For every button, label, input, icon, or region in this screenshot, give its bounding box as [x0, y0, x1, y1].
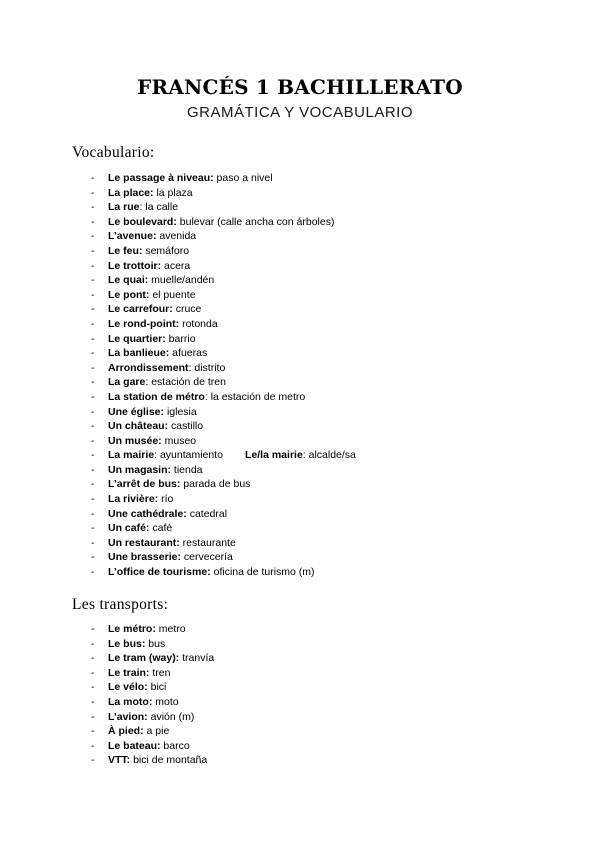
- spanish-meaning: catedral: [186, 507, 228, 520]
- list-entry: [108, 375, 226, 390]
- french-term: Un magasin:: [108, 463, 172, 476]
- french-term: Le passage à niveau:: [108, 172, 214, 184]
- french-term: La place:: [108, 186, 154, 199]
- french-term: Le rond-point:: [108, 317, 180, 330]
- spanish-meaning: semáforo: [142, 244, 190, 257]
- list-entry: [108, 259, 190, 274]
- section-heading-vocabulario: Vocabulario:: [72, 144, 155, 161]
- term-separator: :: [154, 449, 158, 462]
- spanish-meaning: alcalde/sa: [305, 449, 356, 462]
- list-entry: [108, 507, 227, 522]
- list-entry: [108, 244, 189, 259]
- french-term: L’arrêt de bus:: [108, 478, 181, 491]
- bullet-dash: -: [91, 244, 95, 257]
- list-entry: [108, 200, 178, 215]
- list-entry: [108, 434, 196, 449]
- bullet-dash: -: [91, 725, 95, 738]
- french-term: Le train:: [108, 666, 150, 679]
- list-entry: [108, 332, 196, 347]
- list-entry: [108, 492, 173, 507]
- list-entry: [108, 302, 201, 317]
- bullet-dash: -: [91, 186, 95, 199]
- bullet-dash: -: [91, 274, 95, 287]
- bullet-dash: -: [91, 332, 95, 345]
- french-term: La station de métro: [108, 390, 205, 403]
- french-term: Le feu:: [108, 244, 143, 257]
- spanish-meaning: distrito: [191, 361, 226, 374]
- list-entry: [108, 186, 193, 201]
- french-term: La banlieue:: [108, 347, 170, 360]
- french-term: Le carrefour:: [108, 303, 173, 316]
- french-term: La rue: [108, 201, 140, 214]
- bullet-dash: -: [91, 434, 95, 447]
- spanish-meaning: bus: [145, 637, 166, 650]
- spanish-meaning: la plaza: [153, 186, 193, 199]
- spanish-meaning: parada de bus: [180, 478, 251, 491]
- spanish-meaning: cervecería: [180, 551, 233, 564]
- french-term: Le/la mairie: [245, 449, 303, 462]
- bullet-dash: -: [91, 259, 95, 272]
- french-term: La moto:: [108, 695, 153, 708]
- bullet-dash: -: [91, 215, 95, 228]
- french-term: L’avion:: [108, 710, 148, 723]
- spanish-meaning: metro: [155, 623, 186, 635]
- french-term: Une brasserie:: [108, 551, 181, 564]
- spanish-meaning: bulevar (calle ancha con árboles): [176, 215, 335, 228]
- list-entry: [108, 739, 190, 754]
- french-term: Une cathédrale:: [108, 507, 187, 520]
- french-term: L’office de tourisme:: [108, 566, 211, 579]
- french-term: Le vélo:: [108, 681, 148, 694]
- bullet-dash: -: [91, 230, 95, 243]
- spanish-meaning: bici: [147, 681, 167, 694]
- spanish-meaning: el puente: [149, 288, 196, 301]
- spanish-meaning: castillo: [168, 420, 204, 433]
- spanish-meaning: ayuntamiento: [157, 449, 223, 462]
- list-entry: [108, 753, 207, 768]
- page-subtitle: GRAMÁTICA Y VOCABULARIO: [186, 104, 413, 121]
- list-entry: [108, 651, 214, 666]
- list-entry: [108, 463, 203, 478]
- bullet-dash: -: [91, 449, 95, 462]
- french-term: Un restaurant:: [108, 536, 180, 549]
- bullet-dash: -: [91, 478, 95, 491]
- list-entry: [108, 171, 273, 186]
- spanish-meaning: café: [149, 522, 173, 535]
- spanish-meaning: a pie: [143, 725, 170, 738]
- list-entry: [108, 405, 197, 420]
- french-term: Un musée:: [108, 434, 162, 447]
- list-entry: [108, 229, 196, 244]
- bullet-dash: -: [91, 361, 95, 374]
- spanish-meaning: tienda: [171, 463, 203, 476]
- bullet-dash: -: [91, 522, 95, 535]
- bullet-dash: -: [91, 405, 95, 418]
- spanish-meaning: río: [158, 493, 174, 506]
- spanish-meaning: rotonda: [179, 317, 218, 330]
- bullet-dash: -: [91, 536, 95, 549]
- list-entry: [108, 390, 305, 405]
- spanish-meaning: afueras: [169, 347, 208, 360]
- french-term: Le bus:: [108, 637, 146, 650]
- french-term: Le quartier:: [108, 332, 166, 345]
- term-separator: :: [145, 376, 149, 389]
- bullet-dash: -: [91, 172, 95, 184]
- secondary-entry: [245, 449, 356, 461]
- french-term: Le pont:: [108, 288, 150, 301]
- french-term: La gare: [108, 376, 146, 389]
- list-entry: [108, 317, 218, 332]
- section-heading-transports: Les transports:: [72, 596, 169, 613]
- term-separator: :: [204, 390, 208, 403]
- spanish-meaning: restaurante: [179, 536, 236, 549]
- bullet-dash: -: [91, 623, 95, 635]
- list-entry: [108, 637, 165, 652]
- bullet-dash: -: [91, 376, 95, 389]
- spanish-meaning: muelle/andén: [148, 274, 215, 287]
- bullet-dash: -: [91, 695, 95, 708]
- spanish-meaning: acera: [161, 259, 191, 272]
- french-term: Le tram (way):: [108, 652, 180, 665]
- bullet-dash: -: [91, 710, 95, 723]
- bullet-dash: -: [91, 666, 95, 679]
- french-term: Le trottoir:: [108, 259, 162, 272]
- list-entry: [108, 361, 225, 376]
- list-entry: [108, 724, 169, 739]
- bullet-dash: -: [91, 507, 95, 520]
- list-entry: [108, 477, 250, 492]
- page-title: FRANCÉS 1 BACHILLERATO: [137, 75, 463, 99]
- term-separator: :: [139, 201, 143, 214]
- french-term: Un café:: [108, 522, 150, 535]
- spanish-meaning: museo: [161, 434, 197, 447]
- french-term: À pied:: [108, 725, 144, 738]
- french-term: Le bateau:: [108, 739, 161, 752]
- list-entry: [108, 666, 170, 681]
- list-entry: [108, 622, 186, 637]
- list-entry: [108, 710, 194, 725]
- list-entry: [108, 536, 236, 551]
- list-entry: [108, 288, 196, 303]
- bullet-dash: -: [91, 390, 95, 403]
- french-term: Le boulevard:: [108, 215, 177, 228]
- french-term: Un château:: [108, 420, 169, 433]
- list-entry: [108, 346, 207, 361]
- spanish-meaning: oficina de turismo (m): [210, 566, 315, 579]
- term-separator: :: [302, 449, 306, 462]
- french-term: La rivière:: [108, 493, 159, 506]
- spanish-meaning: moto: [152, 695, 179, 708]
- french-term: Arrondissement: [108, 361, 189, 374]
- french-term: VTT:: [108, 754, 131, 767]
- bullet-dash: -: [91, 681, 95, 694]
- bullet-dash: -: [91, 420, 95, 433]
- french-term: L’avenue:: [108, 230, 157, 243]
- bullet-dash: -: [91, 288, 95, 301]
- french-term: Une église:: [108, 405, 165, 418]
- term-separator: :: [188, 361, 192, 374]
- list-entry: [108, 215, 334, 230]
- spanish-meaning: barco: [160, 739, 190, 752]
- list-entry: [108, 565, 315, 580]
- spanish-meaning: cruce: [172, 303, 202, 316]
- list-entry: [108, 695, 179, 710]
- bullet-dash: -: [91, 317, 95, 330]
- bullet-dash: -: [91, 463, 95, 476]
- french-term: Le quai:: [108, 274, 149, 287]
- list-entry: [108, 550, 233, 565]
- bullet-dash: -: [91, 637, 95, 650]
- spanish-meaning: avenida: [156, 230, 197, 243]
- bullet-dash: -: [91, 754, 95, 767]
- bullet-dash: -: [91, 566, 95, 579]
- spanish-meaning: la calle: [142, 201, 179, 214]
- list-entry: [108, 419, 203, 434]
- bullet-dash: -: [91, 303, 95, 316]
- spanish-meaning: barrio: [165, 332, 196, 345]
- spanish-meaning: paso a nivel: [213, 172, 273, 184]
- list-entry: [108, 273, 214, 288]
- bullet-dash: -: [91, 201, 95, 214]
- list-entry: [108, 680, 166, 695]
- bullet-dash: -: [91, 551, 95, 564]
- spanish-meaning: iglesia: [164, 405, 197, 418]
- spanish-meaning: avión (m): [147, 710, 195, 723]
- bullet-dash: -: [91, 347, 95, 360]
- spanish-meaning: bici de montaña: [130, 754, 208, 767]
- list-entry: [108, 521, 172, 536]
- bullet-dash: -: [91, 493, 95, 506]
- french-term: La mairie: [108, 449, 155, 462]
- bullet-dash: -: [91, 652, 95, 665]
- french-term: Le métro:: [108, 623, 156, 635]
- list-entry: [108, 448, 356, 463]
- spanish-meaning: la estación de metro: [207, 390, 306, 403]
- spanish-meaning: estación de tren: [148, 376, 226, 389]
- bullet-dash: -: [91, 739, 95, 752]
- spanish-meaning: tren: [149, 666, 171, 679]
- spanish-meaning: tranvía: [179, 652, 215, 665]
